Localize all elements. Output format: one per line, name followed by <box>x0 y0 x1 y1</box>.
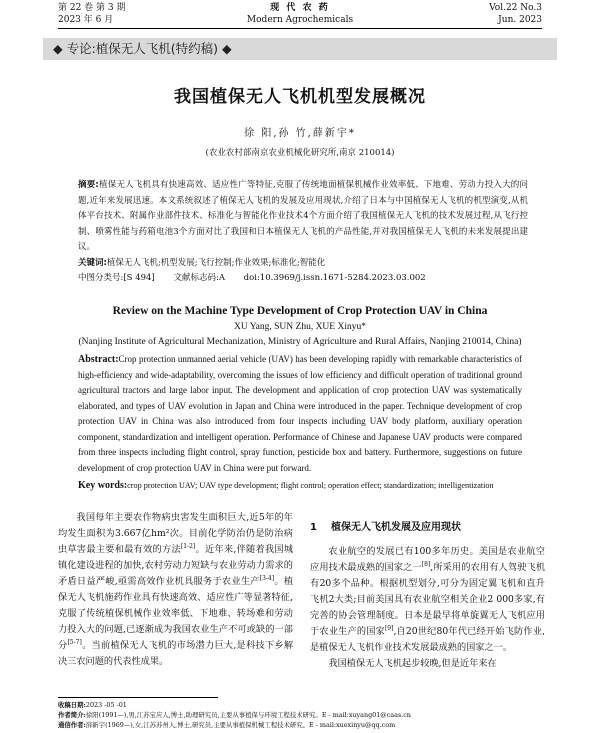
date-en: Jun. 2023 <box>498 15 542 25</box>
keywords-en-label: Key words: <box>78 480 128 491</box>
citation: [8] <box>421 560 431 568</box>
footnote-received: 收稿日期:2023 -05 -01 <box>58 701 127 709</box>
keywords-cn-label: 关键词: <box>78 257 107 268</box>
keywords-cn-text: 植保无人飞机;机型发展;飞行控制;作业效果;标准化;智能化 <box>106 257 326 268</box>
header-center <box>220 2 380 26</box>
paper-title-cn: 我国植保无人飞机机型发展概况 <box>174 87 426 107</box>
journal-name-en: Modern Agrochemicals <box>246 15 354 25</box>
doi[interactable]: doi:10.3969/j.issn.1671-5284.2023.03.002 <box>243 273 426 283</box>
body-paragraph: 农业航空的发展已有100多年历史。美国是农业航空应用技术最成熟的国家之一[8],所采用的农用有人驾驶飞机有20多个品种。根据机型划分,可分为固定翼飞机和直升飞机2大类;目前美国具有农业航空相关企业2 000多家,有完善的协会管理制度。日本是最早将单旋翼无人飞机应用于农业生产的国家[9],自20世纪80年代已经开始飞防作业,是植保无人飞机作业技术发展最成熟的国家之一。 <box>310 546 546 653</box>
citation: [1-2] <box>180 542 196 550</box>
abstract-cn-text: 植保无人飞机具有快速高效、适应性广等特征,克服了传统地面植保机械作业效率低、下地难、劳动力投入大的问题,近年来发展迅速。本文系统叙述了植保无人飞机的发展及应用现状,介绍了日本与中国植保无人飞机的机型演变,从机体平台技术、附属作业部件技术、标准化与智能化作业技术4个方面介绍了我国植保无人飞机的技术发展过程,从飞行控制、喷雾性能与药箱电池3个方面对比了我国和日本植保无人飞机的产品性能,并对我国植保无人飞机的未来发展提出建议。 <box>78 180 528 252</box>
paper-title-en: Review on the Machine Type Development of Crop Protection UAV in China <box>112 305 488 317</box>
footnote-divider <box>58 697 218 698</box>
body-column-left <box>58 510 293 670</box>
footnote-corresponding: 通信作者:薛新宇(1969—),女,江苏苏州人,博士,研究员,主要从事植保机械工程技术研究。E - mail:xuexinyu@qq.com <box>58 721 396 729</box>
header-left <box>58 2 218 26</box>
abstract-cn-label: 摘要: <box>78 180 99 190</box>
keywords-en <box>78 480 528 491</box>
footnote-author: 作者简介:徐阳(1991—),男,江苏宝应人,博士,助理研究员,主要从事植保与环境工程技术研究。E - mail:xuyang01@caas.cn <box>58 711 411 719</box>
clc-number: 中图分类号:[S 494] <box>78 273 155 283</box>
abstract-en-label: Abstract: <box>78 354 119 365</box>
header-right <box>382 2 542 26</box>
affiliation-cn: (农业农村部南京农业机械化研究所,南京 210014) <box>205 148 395 158</box>
authors-cn: 徐 阳,孙 竹,薛新宇* <box>244 128 356 139</box>
body-column-right <box>310 510 545 672</box>
abstract-cn <box>78 178 528 271</box>
section-number: 1 <box>310 522 317 533</box>
column-banner-text: ◆ 专论:植保无人飞机(特约稿) ◆ <box>53 41 232 56</box>
keywords-en-text: crop protection UAV; UAV type development; flight control; operation effect; standardization; intelligentization <box>127 481 494 490</box>
citation: [5-7] <box>67 638 82 646</box>
affiliation-en: (Nanjing Institute of Agricultural Mechanization, Ministry of Agriculture and Rural Affairs, Nanjing 210014, China) <box>78 337 522 347</box>
running-header <box>58 2 542 29</box>
section-heading <box>310 520 545 536</box>
authors-en: XU Yang, SUN Zhu, XUE Xinyu* <box>234 322 366 332</box>
journal-name-cn: 现 代 农 药 <box>270 3 330 13</box>
article-meta <box>78 271 528 283</box>
body-paragraph: 我国植保无人飞机起步较晚,但是近年来在 <box>328 658 497 669</box>
volume-en: Vol.22 No.3 <box>489 3 542 13</box>
citation: [9] <box>384 624 394 632</box>
column-banner <box>43 38 557 60</box>
section-title: 植保无人飞机发展及应用现状 <box>330 522 461 533</box>
citation: [3-4] <box>259 574 275 582</box>
date-cn: 2023 年 6 月 <box>58 15 114 25</box>
abstract-en <box>78 352 522 476</box>
abstract-en-text: Crop protection unmanned aerial vehicle (UAV) has been developing rapidly with remarkable characteristics of high-efficiency and wide-adaptability, overcoming the issues of low efficiency and difficult operation of traditional ground agricultural tractors and large labor input. The development and application of crop protection UAV was systematically elaborated, and types of UAV evolution in Japan and China were introduced in the paper. Technique development of crop protection UAV in China was also introduced from four inspects including UAV body platform, auxiliary operation component, standardization and intelligent operation. Performance of Chinese and Japanese UAV products were compared from three inspects including flight control, spray function, pesticide box and battery. Furthermore, suggestions on future development of crop protection UAV in China were put forward. <box>78 354 522 473</box>
document-code: 文献标志码:A <box>173 273 225 283</box>
volume-cn: 第 22 卷 第 3 期 <box>58 3 126 13</box>
body-paragraph: 我国每年主要农作物病虫害发生面积巨大,近5年的年均发生面积为3.667亿hm²次。目前化学防治仍是防治病虫草害最主要和最有效的方法[1-2]。近年来,伴随着我国城镇化建设进程的加快,农村劳动力短缺与农业劳动力需求的矛盾日益严峻,亟需高效作业机具服务于农业生产[3-4]。植保无人飞机施药作业具有快速高效、适应性广等显著特征,克服了传统植保机械作业效率低、下地难、转场难和劳动力投入大的问题,已逐渐成为我国农业生产不可或缺的一部分[5-7]。当前植保无人飞机的市场潜力巨大,是科技下乡解决三农问题的代表性成果。 <box>58 512 294 667</box>
